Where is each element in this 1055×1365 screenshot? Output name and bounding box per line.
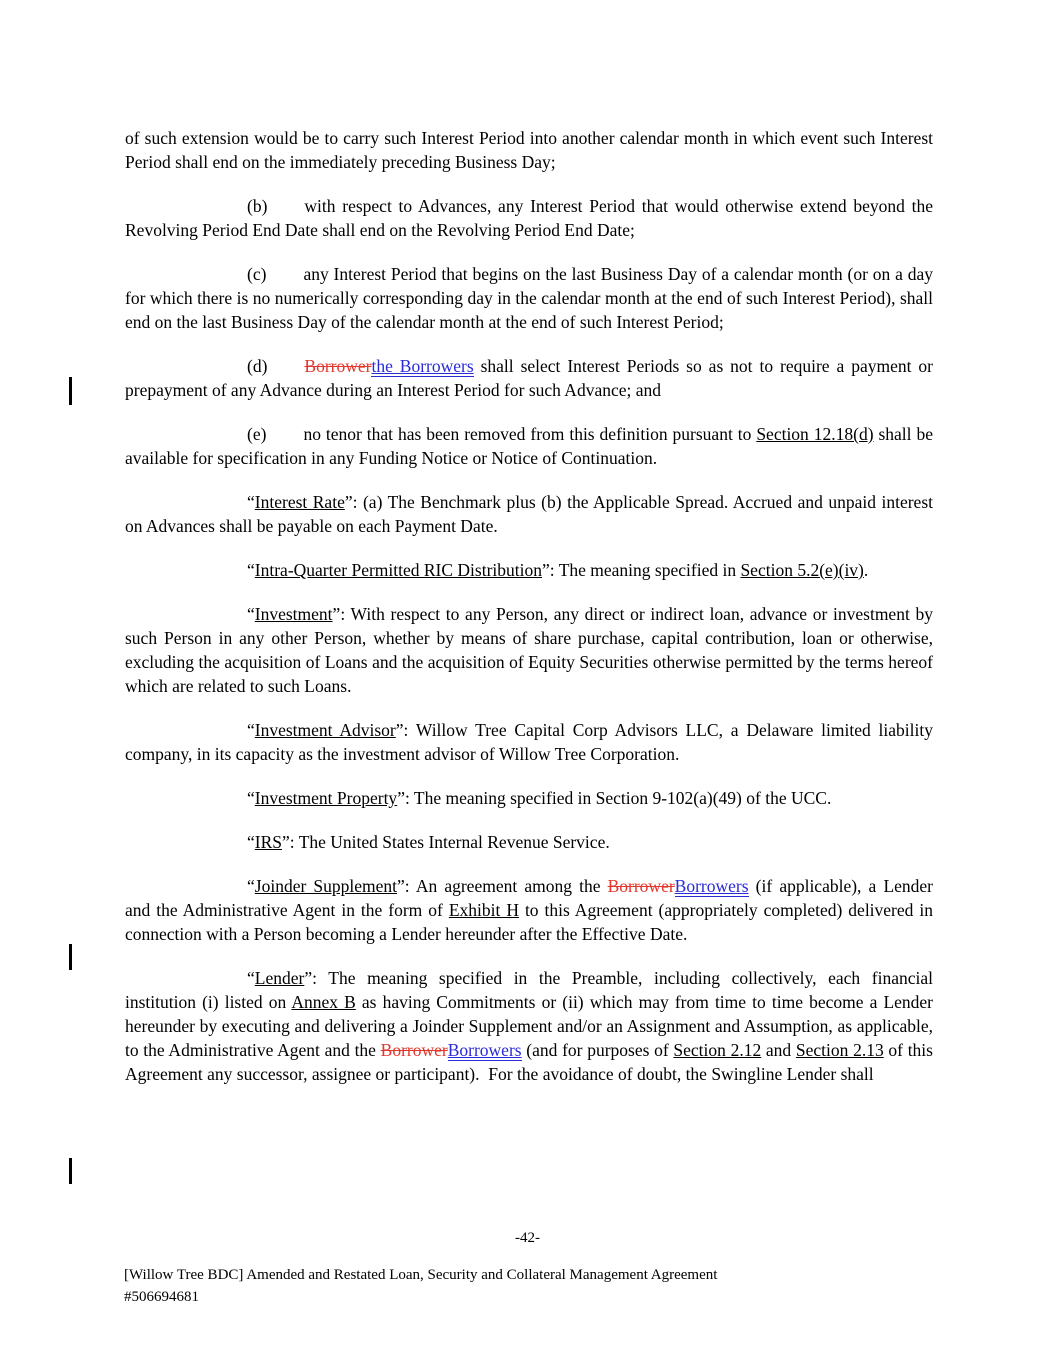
text-run: “ bbox=[247, 720, 255, 740]
paragraph bbox=[125, 262, 933, 334]
defined-term: Investment bbox=[254, 604, 333, 624]
defined-term: Section 2.12 bbox=[673, 1040, 762, 1060]
text-run: (if applicable), a Lender and the Administrative Agent in the form of bbox=[125, 876, 933, 920]
defined-term: Annex B bbox=[291, 992, 356, 1012]
text-run: (and for purposes of bbox=[521, 1040, 674, 1060]
text-run: “ bbox=[247, 560, 255, 580]
text-run: ”: An agreement among the bbox=[397, 876, 608, 896]
paragraph bbox=[125, 874, 933, 946]
change-bar bbox=[69, 1158, 72, 1184]
defined-term: Joinder Supplement bbox=[254, 876, 398, 896]
text-run: ”: The United States Internal Revenue Service. bbox=[282, 832, 610, 852]
text-run: “ bbox=[247, 492, 255, 512]
defined-term: Investment Property bbox=[254, 788, 398, 808]
document-body bbox=[125, 126, 933, 1106]
deleted-text: Borrower bbox=[304, 356, 372, 376]
footer-document-title: [Willow Tree BDC] Amended and Restated Loan, Security and Collateral Management Agreement bbox=[124, 1267, 718, 1283]
paragraph bbox=[125, 966, 933, 1086]
text-run: ”: The meaning specified in the Preamble, including collectively, each financial institution (i) listed on bbox=[125, 968, 933, 1012]
text-run: ”: Willow Tree Capital Corp Advisors LLC, a Delaware limited liability company, in its capacity as the investment advisor of Willow Tree Corporation. bbox=[125, 720, 933, 764]
text-run: “ bbox=[247, 876, 255, 896]
text-run: no tenor that has been removed from this definition pursuant to bbox=[303, 424, 757, 444]
text-run: . bbox=[863, 560, 869, 580]
text-run: ”: (a) The Benchmark plus (b) the Applicable Spread. Accrued and unpaid interest on Advances shall be payable on each Payment Date. bbox=[125, 492, 933, 536]
text-run: (c) bbox=[247, 264, 267, 284]
paragraph bbox=[125, 718, 933, 766]
footer-document-id: #506694681 bbox=[124, 1289, 199, 1305]
text-run: to this Agreement (appropriately completed) delivered in connection with a Person becoming a Lender hereunder after the Effective Date. bbox=[125, 900, 933, 944]
text-run: ”: With respect to any Person, any direct or indirect loan, advance or investment by such Person in any other Person, whether by means of share purchase, capital contribution, loan or otherwise, excluding the acquisition of Loans and the acquisition of Equity Securities otherwise permitted by the terms hereof which are related to such Loans. bbox=[125, 604, 933, 696]
defined-term: Section 12.18(d) bbox=[756, 424, 874, 444]
paragraph bbox=[125, 422, 933, 470]
text-run: shall be available for specification in any Funding Notice or Notice of Continuation. bbox=[125, 424, 933, 468]
text-run: “ bbox=[247, 968, 255, 988]
defined-term: Section 5.2(e)(iv) bbox=[740, 560, 864, 580]
change-bar bbox=[69, 377, 72, 405]
paragraph bbox=[125, 830, 933, 854]
defined-term: Investment Advisor bbox=[254, 720, 396, 740]
defined-term: Intra-Quarter Permitted RIC Distribution bbox=[254, 560, 543, 580]
paragraph bbox=[125, 194, 933, 242]
paragraph bbox=[125, 126, 933, 174]
text-run: “ bbox=[247, 604, 255, 624]
text-run: of such extension would be to carry such Interest Period into another calendar month in which event such Interest Period shall end on the immediately preceding Business Day; bbox=[125, 128, 933, 172]
page-number: -42- bbox=[515, 1230, 540, 1246]
paragraph bbox=[125, 490, 933, 538]
text-run: of this Agreement any successor, assignee or participant). For the avoidance of doubt, the Swingline Lender shall bbox=[125, 1040, 933, 1084]
defined-term: Lender bbox=[254, 968, 305, 988]
text-run: and bbox=[761, 1040, 796, 1060]
paragraph bbox=[125, 354, 933, 402]
deleted-text: Borrower bbox=[380, 1040, 448, 1060]
defined-term: IRS bbox=[254, 832, 283, 852]
text-run: “ bbox=[247, 832, 255, 852]
page-footer bbox=[124, 1264, 934, 1308]
defined-term: Exhibit H bbox=[448, 900, 519, 920]
paragraph bbox=[125, 558, 933, 582]
deleted-text: Borrower bbox=[607, 876, 675, 896]
text-run: with respect to Advances, any Interest Period that would otherwise extend beyond the Revolving Period End Date shall end on the Revolving Period End Date; bbox=[125, 196, 933, 240]
text-run: (b) bbox=[247, 196, 268, 216]
text-run: as having Commitments or (ii) which may from time to time become a Lender hereunder by executing and delivering a Joinder Supplement and/or an Assignment and Assumption, as applicable, to the Administrative Agent and the bbox=[125, 992, 934, 1060]
inserted-text: the Borrowers bbox=[371, 356, 474, 376]
text-run: (e) bbox=[247, 424, 267, 444]
text-run: any Interest Period that begins on the last Business Day of a calendar month (or on a day for which there is no numerically corresponding day in the calendar month at the end of such Interest Period), shall end on the last Business Day of the calendar month at the end of such Interest Period; bbox=[125, 264, 933, 332]
paragraph bbox=[125, 602, 933, 698]
text-run: ”: The meaning specified in Section 9-102(a)(49) of the UCC. bbox=[397, 788, 832, 808]
text-run: shall select Interest Periods so as not to require a payment or prepayment of any Advance during an Interest Period for such Advance; and bbox=[125, 356, 933, 400]
paragraph bbox=[125, 786, 933, 810]
defined-term: Interest Rate bbox=[254, 492, 345, 512]
defined-term: Section 2.13 bbox=[795, 1040, 884, 1060]
change-bar bbox=[69, 944, 72, 970]
text-run: (d) bbox=[247, 356, 268, 376]
inserted-text: Borrowers bbox=[674, 876, 749, 896]
inserted-text: Borrowers bbox=[447, 1040, 522, 1060]
text-run: ”: The meaning specified in bbox=[542, 560, 741, 580]
text-run: “ bbox=[247, 788, 255, 808]
